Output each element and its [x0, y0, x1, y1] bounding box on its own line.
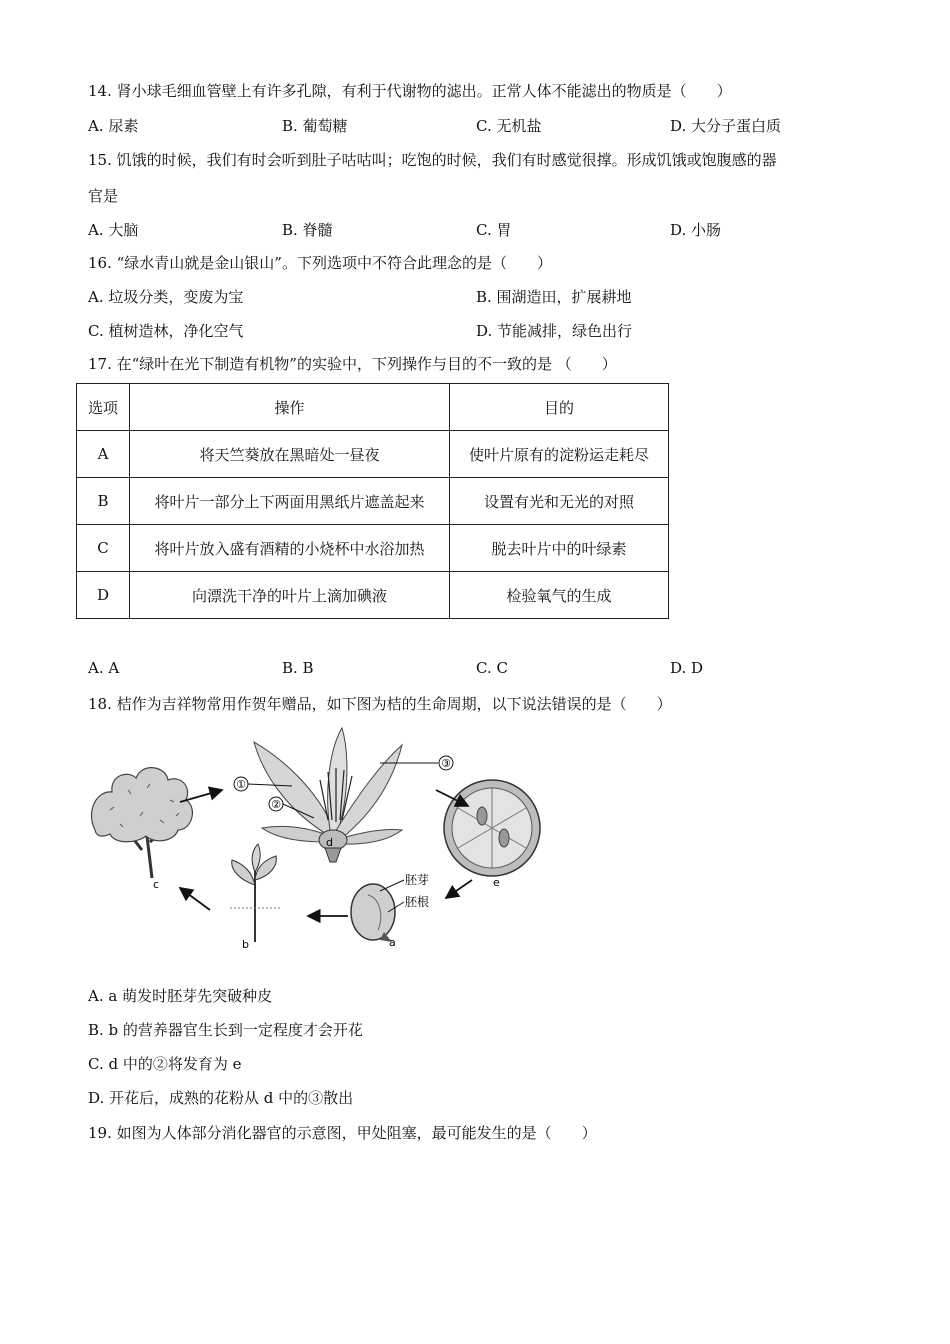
q14-option-a: A. 尿素 — [88, 117, 139, 135]
label-3: ③ — [441, 757, 451, 770]
q15-option-b: B. 脊髓 — [282, 221, 333, 239]
label-plumule: 胚芽 — [405, 873, 430, 887]
table-row — [77, 431, 669, 478]
table-cell: 检验氧气的生成 — [450, 572, 669, 619]
table-header: 选项 — [77, 384, 130, 431]
q17-option-b: B. B — [282, 659, 314, 677]
table-cell: A — [77, 431, 130, 478]
q16-option-d: D. 节能减排，绿色出行 — [476, 322, 633, 340]
table-row — [77, 525, 669, 572]
table-header-row — [77, 384, 669, 431]
table-row — [77, 478, 669, 525]
label-e: e — [493, 876, 500, 889]
q14-option-d: D. 大分子蛋白质 — [670, 117, 782, 135]
tree-c-illustration — [91, 768, 192, 878]
label-1: ① — [236, 778, 246, 791]
q16-option-b: B. 围湖造田，扩展耕地 — [476, 288, 632, 306]
label-radicle: 胚根 — [405, 895, 430, 909]
q17-table — [76, 383, 669, 619]
q15-stem-line2: 官是 — [88, 187, 119, 205]
table-header: 目的 — [450, 384, 669, 431]
table-cell: 设置有光和无光的对照 — [450, 478, 669, 525]
fruit-e-illustration — [444, 780, 540, 876]
q14-option-b: B. 葡萄糖 — [282, 117, 348, 135]
arrow-b-to-c — [180, 888, 210, 910]
q18-option-c: C. d 中的②将发育为 e — [88, 1055, 242, 1073]
table-cell: 将叶片放入盛有酒精的小烧杯中水浴加热 — [130, 525, 450, 572]
table-cell: C — [77, 525, 130, 572]
arrow-e-to-a — [446, 880, 472, 898]
q17-option-a: A. A — [88, 659, 120, 677]
q14-option-c: C. 无机盐 — [476, 117, 542, 135]
q16-option-a: A. 垃圾分类，变废为宝 — [88, 288, 244, 306]
q15-stem-line1: 15. 饥饿的时候，我们有时会听到肚子咕咕叫；吃饱的时候，我们有时感觉很撑。形成饥饿或饱腹感的器 — [88, 151, 777, 169]
q15-option-a: A. 大脑 — [88, 221, 139, 239]
q14-stem: 14. 肾小球毛细血管壁上有许多孔隙，有利于代谢物的滤出。正常人体不能滤出的物质是（ ） — [88, 82, 732, 100]
label-c: c — [153, 878, 160, 891]
table-cell: B — [77, 478, 130, 525]
table-cell: 将天竺葵放在黑暗处一昼夜 — [130, 431, 450, 478]
label-a: a — [389, 936, 396, 949]
label-2: ② — [271, 798, 281, 811]
q15-option-d: D. 小肠 — [670, 221, 722, 239]
q18-option-a: A. a 萌发时胚芽先突破种皮 — [88, 987, 273, 1005]
label-b: b — [242, 938, 249, 951]
q19-stem: 19. 如图为人体部分消化器官的示意图，甲处阻塞，最可能发生的是（ ） — [88, 1124, 597, 1142]
seedling-b-illustration — [230, 844, 280, 942]
q18-option-d: D. 开花后，成熟的花粉从 d 中的③散出 — [88, 1089, 354, 1107]
q17-stem: 17. 在“绿叶在光下制造有机物”的实验中，下列操作与目的不一致的是 （ ） — [88, 355, 617, 373]
seed-a-illustration — [351, 884, 395, 942]
table-cell: 将叶片一部分上下两面用黑纸片遮盖起来 — [130, 478, 450, 525]
q17-option-d: D. D — [670, 659, 704, 677]
table-cell: 脱去叶片中的叶绿素 — [450, 525, 669, 572]
label-d: d — [326, 836, 333, 849]
citrus-life-cycle-figure — [80, 720, 560, 960]
table-cell: D — [77, 572, 130, 619]
table-header: 操作 — [130, 384, 450, 431]
q18-stem: 18. 桔作为吉祥物常用作贺年赠品，如下图为桔的生命周期，以下说法错误的是（ ） — [88, 695, 672, 713]
table-cell: 使叶片原有的淀粉运走耗尽 — [450, 431, 669, 478]
table-row — [77, 572, 669, 619]
q16-option-c: C. 植树造林，净化空气 — [88, 322, 244, 340]
q18-option-b: B. b 的营养器官生长到一定程度才会开花 — [88, 1021, 363, 1039]
q17-option-c: C. C — [476, 659, 508, 677]
q16-stem: 16. “绿水青山就是金山银山”。下列选项中不符合此理念的是（ ） — [88, 254, 552, 272]
table-cell: 向漂洗干净的叶片上滴加碘液 — [130, 572, 450, 619]
q15-option-c: C. 胃 — [476, 221, 512, 239]
